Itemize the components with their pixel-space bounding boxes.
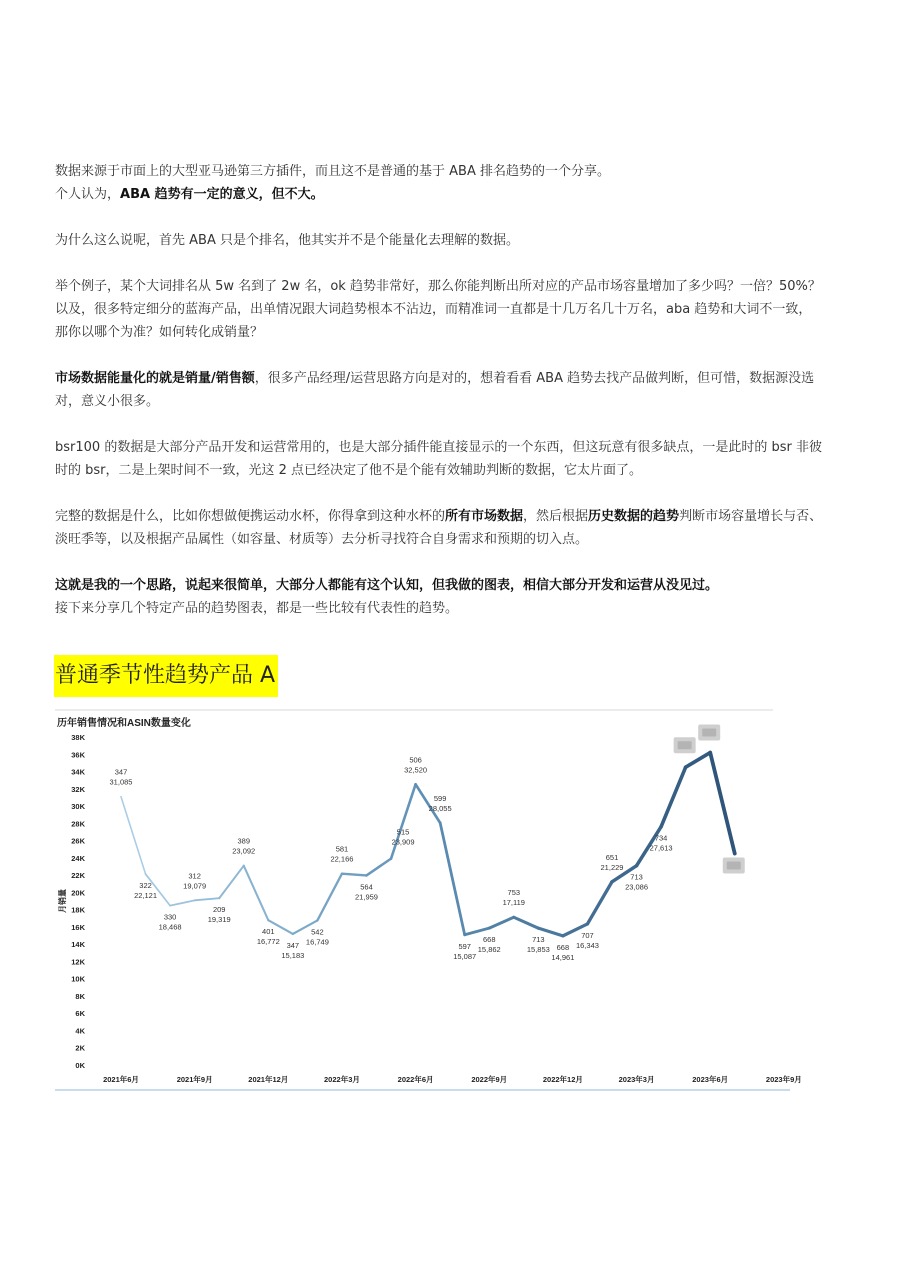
x-tick-label: 2022年9月 [471, 1075, 508, 1084]
y-tick-label: 22K [71, 871, 85, 881]
paragraph-4-line-1: 举个例子，某个大词排名从 5w 名到了 2w 名，ok 趋势非常好，那么你能判断出所对应的产品市场容量增加了多少吗？一倍？50%？ [55, 279, 821, 294]
y-tick-label: 18K [71, 905, 85, 915]
y-tick-label: 0K [75, 1061, 85, 1070]
asin-count-label: 347 [286, 940, 300, 950]
y-tick-label: 24K [71, 853, 85, 863]
line-segment [686, 753, 711, 768]
chart-title: 历年销售情况和ASIN数量变化 [57, 718, 191, 729]
asin-count-label: 597 [458, 941, 471, 951]
section-title: 普通季节性趋势产品 A [54, 655, 278, 697]
asin-count-label: 668 [556, 942, 570, 952]
y-tick-label: 34K [71, 767, 85, 777]
y-tick-label: 36K [71, 750, 85, 760]
chart-ylabel: 月销量 [58, 889, 67, 913]
sales-value-label: 23,909 [391, 837, 415, 847]
line-segment [514, 917, 539, 928]
y-tick-label: 12K [71, 957, 85, 967]
sales-value-label: 15,087 [453, 951, 477, 961]
asin-count-label: 713 [630, 872, 643, 882]
y-tick-label: 20K [71, 888, 85, 898]
asin-count-label: 389 [237, 836, 251, 846]
sales-value-label: 27,613 [649, 843, 673, 853]
paragraph-5-line-2: 对，意义小很多。 [55, 394, 160, 409]
y-tick-label: 2K [75, 1043, 85, 1053]
asin-count-label: 564 [360, 882, 373, 892]
paragraph-3: 为什么这么说呢，首先 ABA 只是个排名，他其实并不是个能量化去理解的数据。 [55, 233, 519, 248]
sales-value-label: 16,772 [256, 937, 280, 947]
y-tick-label: 10K [71, 974, 85, 984]
line-segment [489, 917, 514, 928]
sales-value-label: 15,862 [477, 945, 501, 955]
sales-value-label: 23,086 [625, 882, 649, 892]
p7-bold-1: 所有市场数据 [445, 509, 524, 524]
paragraph-6-line-2: 时的 bsr，二是上架时间不一致，光这 2 点已经决定了他不是个能有效辅助判断的数据，它太片面了。 [55, 463, 643, 478]
asin-count-label: 347 [114, 767, 128, 777]
sales-value-label: 17,119 [502, 898, 525, 908]
blurred-label [727, 862, 741, 870]
y-tick-label: 4K [75, 1026, 85, 1036]
paragraph-7-line-1 [55, 505, 855, 528]
x-tick-label: 2023年3月 [618, 1075, 655, 1084]
p2-bold: ABA 趋势有一定的意义，但不大。 [120, 187, 324, 202]
paragraph-4-line-3: 那你以哪个为准？如何转化成销量？ [55, 325, 264, 340]
y-tick-label: 28K [71, 819, 85, 829]
y-tick-label: 14K [71, 940, 85, 950]
asin-count-label: 506 [409, 755, 422, 765]
paragraph-7-line-2: 淡旺季等，以及根据产品属性（如容量、材质等）去分析寻找符合自身需求和预期的切入点。 [55, 532, 589, 547]
asin-count-label: 651 [605, 852, 619, 862]
asin-count-label: 707 [581, 930, 594, 940]
sales-value-label: 21,959 [355, 892, 378, 902]
y-tick-label: 6K [75, 1009, 85, 1019]
sales-value-label: 22,166 [330, 854, 354, 864]
blurred-label [678, 741, 692, 749]
sales-value-label: 14,961 [551, 952, 575, 962]
line-segment [219, 866, 244, 899]
x-tick-label: 2022年6月 [397, 1075, 434, 1084]
sales-value-label: 31,085 [109, 777, 133, 787]
paragraph-4-line-2: 以及，很多特定细分的蓝海产品，出单情况跟大词趋势根本不沾边，而精准词一直都是十几万名几十万名，aba 趋势和大词不一致， [55, 302, 812, 317]
p2-text: 个人认为， [55, 187, 121, 202]
p5-text: ，很多产品经理/运营思路方向是对的，想着看看 ABA 趋势去找产品做判断，但可惜，数据源没选 [254, 371, 815, 386]
blurred-label [702, 729, 716, 737]
chart-svg [55, 707, 802, 1092]
asin-count-label: 668 [482, 935, 496, 945]
sales-value-label: 22,121 [134, 891, 158, 901]
asin-count-label: 330 [163, 912, 177, 922]
paragraph-5-line-1 [55, 367, 855, 390]
line-segment [170, 900, 195, 905]
asin-count-label: 401 [262, 927, 275, 937]
p7-text-a: 完整的数据是什么，比如你想做便携运动水杯，你得拿到这种水杯的 [55, 509, 446, 524]
sales-value-label: 16,749 [305, 937, 329, 947]
sales-chart [55, 707, 802, 1092]
article-body [55, 160, 855, 620]
line-segment [367, 859, 392, 876]
paragraph-1: 数据来源于市面上的大型亚马逊第三方插件，而且这不是普通的基于 ABA 排名趋势的一个分享。 [55, 164, 610, 179]
asin-count-label: 753 [507, 888, 521, 898]
paragraph-8-line-2: 接下来分享几个特定产品的趋势图表，都是一些比较有代表性的趋势。 [55, 601, 459, 616]
x-tick-label: 2021年12月 [248, 1075, 289, 1084]
asin-count-label: 515 [396, 827, 410, 837]
x-tick-label: 2023年6月 [692, 1075, 729, 1084]
p8-bold: 这就是我的一个思路，说起来很简单，大部分人都能有这个认知，但我做的图表，相信大部分开发和运营从没见过。 [55, 578, 719, 593]
asin-count-label: 581 [335, 844, 349, 854]
x-tick-label: 2022年12月 [542, 1075, 583, 1084]
asin-count-label: 713 [532, 935, 545, 945]
line-segment [587, 882, 612, 924]
line-segment [391, 784, 416, 858]
line-segment [121, 797, 146, 874]
line-segment [317, 874, 342, 921]
x-axis [103, 1074, 802, 1084]
sales-value-label: 28,055 [428, 803, 452, 813]
asin-count-label: 312 [188, 871, 201, 881]
x-tick-label: 2021年6月 [103, 1075, 139, 1084]
sales-value-label: 19,079 [183, 881, 207, 891]
x-tick-label: 2022年3月 [324, 1075, 360, 1084]
y-tick-label: 30K [71, 802, 85, 812]
sales-value-label: 18,468 [158, 922, 182, 932]
sales-value-label: 32,520 [404, 765, 428, 775]
y-axis [71, 733, 85, 1070]
p5-bold: 市场数据能量化的就是销量/销售额 [55, 371, 255, 386]
y-tick-label: 32K [71, 784, 85, 794]
line-segment [244, 866, 269, 921]
asin-count-label: 734 [654, 833, 668, 843]
line-segment [710, 753, 735, 854]
sales-value-label: 21,229 [600, 862, 624, 872]
sales-value-label: 23,092 [232, 846, 256, 856]
paragraph-8-line-1 [55, 574, 855, 597]
line-segment [342, 874, 367, 876]
paragraph-6-line-1: bsr100 的数据是大部分产品开发和运营常用的，也是大部分插件能直接显示的一个东西，但这玩意有很多缺点，一是此时的 bsr 非彼 [55, 440, 822, 455]
line-segment [465, 928, 490, 935]
asin-count-label: 209 [212, 905, 226, 915]
paragraph-2 [55, 183, 855, 206]
p7-text-c: ，然后根据 [523, 509, 589, 524]
asin-count-label: 599 [433, 793, 447, 803]
p7-bold-2: 历史数据的趋势 [588, 509, 680, 524]
p7-text-e: 判断市场容量增长与否、 [679, 509, 823, 524]
line-segment [440, 823, 465, 935]
asin-count-label: 542 [311, 927, 324, 937]
y-tick-label: 8K [75, 991, 85, 1001]
line-segment [195, 898, 220, 900]
asin-count-label: 322 [139, 881, 152, 891]
y-tick-label: 38K [71, 733, 85, 742]
x-tick-label: 2023年9月 [765, 1075, 802, 1084]
sales-value-label: 19,319 [207, 915, 231, 925]
line-segment [661, 767, 686, 826]
y-tick-label: 16K [71, 922, 85, 932]
sales-value-label: 15,853 [526, 945, 550, 955]
y-tick-label: 26K [71, 836, 85, 846]
sales-value-label: 15,183 [281, 950, 305, 960]
x-tick-label: 2021年9月 [176, 1075, 213, 1084]
sales-value-label: 16,343 [575, 940, 599, 950]
